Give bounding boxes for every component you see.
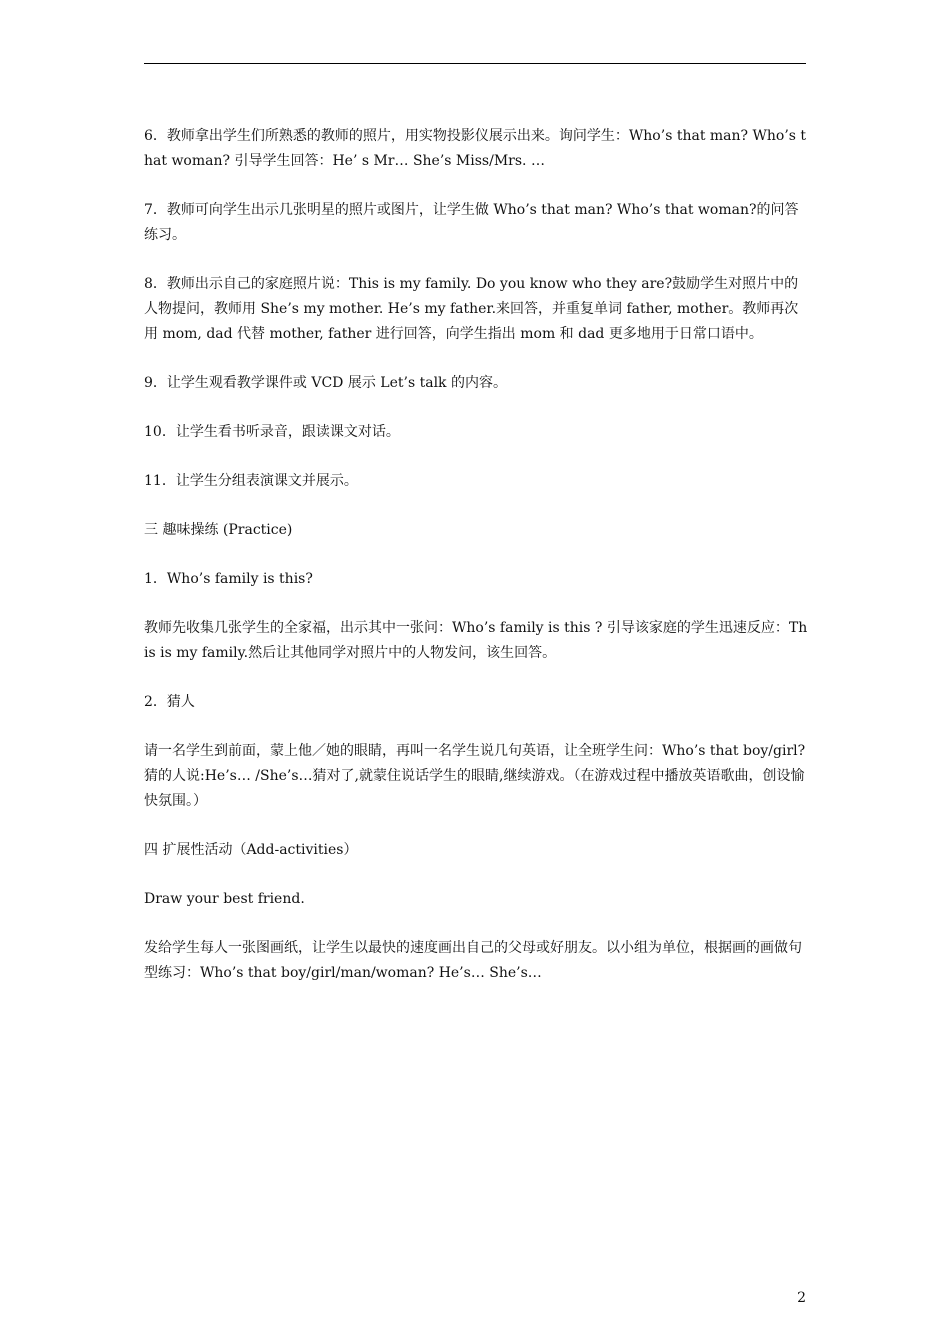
activity-title: Draw your best friend. [144,891,305,907]
section-heading-add-activities: 四 扩展性活动（Add-activities） [144,842,358,858]
paragraph-step-9: 9．让学生观看教学课件或 VCD 展示 Let’s talk 的内容。 [144,375,507,391]
practice-item-2-title: 2．猜人 [144,694,195,710]
header-rule [144,63,806,64]
page-number: 2 [797,1290,806,1306]
practice-item-1-body: 教师先收集几张学生的全家福，出示其中一张问：Who’s family is this ? 引导该家庭的学生迅速反应：This is my family.然后让其他同学对照片中的人物发问，该生回答。 [144,620,808,661]
activity-body: 发给学生每人一张图画纸，让学生以最快的速度画出自己的父母或好朋友。以小组为单位，根据画的画做句型练习：Who’s that boy/girl/man/woman? He’s… She’s… [144,940,802,981]
paragraph-step-6: 6．教师拿出学生们所熟悉的教师的照片，用实物投影仪展示出来。询问学生：Who’s that man? Who’s that woman? 引导学生回答：He’ s Mr… She’s Miss/Mrs. … [144,128,807,169]
paragraph-step-10: 10．让学生看书听录音，跟读课文对话。 [144,424,400,440]
section-heading-practice: 三 趣味操练 (Practice) [144,522,293,538]
paragraph-step-7: 7．教师可向学生出示几张明星的照片或图片，让学生做 Who’s that man? Who’s that woman?的问答练习。 [144,202,799,243]
paragraph-step-11: 11．让学生分组表演课文并展示。 [144,473,358,489]
paragraph-step-8: 8．教师出示自己的家庭照片说：This is my family. Do you know who they are?鼓励学生对照片中的人物提问，教师用 She’s my mother. He’s my father.来回答，并重复单词 father, mother。教师再次用 mom, dad 代替 mother, father 进行回答，向学生指出 mom 和 dad 更多地用于日常口语中。 [144,276,799,342]
practice-item-2-body: 请一名学生到前面，蒙上他／她的眼睛，再叫一名学生说几句英语，让全班学生问：Who’s that boy/girl?猜的人说:He’s… /She’s…猜对了,就蒙住说话学生的眼睛,继续游戏。（在游戏过程中播放英语歌曲，创设愉快氛围。） [144,743,806,809]
practice-item-1-title: 1．Who’s family is this? [144,571,313,587]
document-body [144,124,808,1010]
